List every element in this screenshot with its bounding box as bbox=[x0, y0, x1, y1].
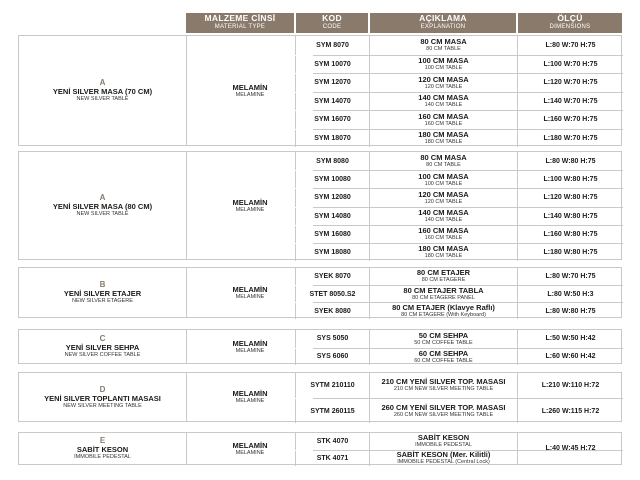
material-name: MELAMİN bbox=[232, 82, 268, 92]
product-title: YENİ SILVER MASA (70 CM) bbox=[52, 87, 153, 96]
product-group bbox=[18, 151, 622, 260]
product-explanation bbox=[369, 189, 517, 206]
product-subtitle: IMMOBILE PEDESTAL bbox=[74, 454, 131, 460]
explanation-tr: 80 CM ETAJER TABLA bbox=[403, 285, 484, 295]
explanation-tr: 60 CM SEHPA bbox=[418, 348, 469, 358]
explanation-tr: 140 CM MASA bbox=[418, 207, 469, 217]
product-dimensions: L:260 W:115 H:72 bbox=[517, 399, 623, 423]
product-dimensions: L:140 W:70 H:75 bbox=[517, 93, 623, 111]
product-name-cell bbox=[19, 268, 186, 317]
explanation-en: 180 CM TABLE bbox=[424, 253, 463, 260]
header-dimensions bbox=[518, 13, 622, 33]
product-dimensions: L:100 W:70 H:75 bbox=[517, 56, 623, 74]
header-code-en: CODE bbox=[322, 24, 342, 30]
explanation-tr: 120 CM MASA bbox=[418, 189, 469, 199]
explanation-tr: 160 CM MASA bbox=[418, 111, 469, 121]
product-dimensions: L:180 W:70 H:75 bbox=[517, 130, 623, 148]
product-explanation bbox=[369, 93, 517, 111]
material-cell bbox=[186, 433, 313, 464]
product-code: SYM 12070 bbox=[295, 74, 369, 92]
product-group bbox=[18, 372, 622, 422]
table-row bbox=[310, 373, 623, 398]
explanation-en: 180 CM TABLE bbox=[424, 139, 463, 145]
product-code: SYM 12080 bbox=[295, 189, 369, 206]
table-row bbox=[310, 398, 623, 423]
product-title: YENİ SILVER SEHPA bbox=[65, 343, 140, 352]
product-group bbox=[18, 267, 622, 318]
product-explanation bbox=[369, 226, 517, 243]
explanation-tr: 210 CM YENİ SILVER TOP. MASASI bbox=[381, 377, 506, 387]
product-code: SYM 16080 bbox=[295, 226, 369, 243]
product-explanation bbox=[369, 286, 517, 302]
product-subtitle: NEW SILVER ETAGERE bbox=[72, 298, 133, 304]
product-dimensions: L:50 W:50 H:42 bbox=[517, 330, 623, 348]
table-row bbox=[313, 348, 623, 366]
header-code bbox=[296, 13, 368, 33]
product-explanation bbox=[369, 303, 517, 319]
product-code: STK 4071 bbox=[295, 451, 369, 467]
product-explanation bbox=[369, 433, 517, 450]
product-code: SYM 14070 bbox=[295, 93, 369, 111]
product-explanation bbox=[369, 152, 517, 170]
explanation-tr: 80 CM MASA bbox=[420, 37, 467, 46]
product-code: SYTM 260115 bbox=[295, 399, 369, 423]
explanation-en: 80 CM ETAGERE (With Keyboard) bbox=[401, 311, 486, 318]
product-name-cell bbox=[19, 330, 186, 363]
explanation-tr: SABİT KESON bbox=[417, 433, 470, 442]
table-row bbox=[313, 92, 623, 111]
table-row bbox=[313, 55, 623, 74]
header-dimensions-tr: ÖLÇÜ bbox=[557, 13, 583, 23]
explanation-tr: 80 CM ETAJER bbox=[416, 268, 471, 278]
product-group bbox=[18, 35, 622, 146]
product-explanation bbox=[369, 36, 517, 55]
product-explanation bbox=[369, 349, 517, 366]
material-name: MELAMİN bbox=[232, 338, 268, 348]
header-explanation-tr: AÇIKLAMA bbox=[419, 13, 467, 23]
product-code: STK 4070 bbox=[295, 433, 369, 450]
material-name: MELAMİN bbox=[232, 284, 268, 294]
material-cell bbox=[186, 36, 313, 145]
explanation-en: 120 CM TABLE bbox=[424, 198, 463, 205]
product-dimensions: L:120 W:70 H:75 bbox=[517, 74, 623, 92]
material-name: MELAMİN bbox=[232, 440, 268, 450]
explanation-en: 60 CM COFFEE TABLE bbox=[414, 357, 473, 364]
explanation-en: 100 CM TABLE bbox=[424, 180, 463, 187]
explanation-tr: 260 CM YENİ SILVER TOP. MASASI bbox=[381, 402, 506, 412]
explanation-tr: 120 CM MASA bbox=[418, 74, 469, 84]
product-title: YENİ SILVER MASA (80 CM) bbox=[52, 202, 153, 212]
explanation-en: IMMOBILE PEDESTAL bbox=[415, 442, 472, 448]
product-explanation bbox=[369, 171, 517, 188]
explanation-en: 100 CM TABLE bbox=[424, 65, 463, 71]
explanation-tr: 180 CM MASA bbox=[418, 130, 469, 139]
product-explanation bbox=[369, 373, 517, 398]
explanation-en: 260 CM NEW SILVER MEETING TABLE bbox=[393, 411, 494, 418]
header-material-tr: MALZEME CİNSİ bbox=[204, 13, 276, 23]
explanation-tr: 140 CM MASA bbox=[418, 93, 469, 102]
explanation-tr: SABİT KESON (Mer. Kilitli) bbox=[396, 450, 491, 459]
table-row bbox=[313, 207, 623, 225]
product-title: YENİ SILVER ETAJER bbox=[63, 289, 142, 298]
table-row bbox=[313, 170, 623, 188]
table-row bbox=[313, 268, 623, 285]
product-code: SYM 14080 bbox=[295, 208, 369, 225]
product-code: SYM 8070 bbox=[295, 36, 369, 55]
product-letter: A bbox=[99, 193, 106, 203]
product-dimensions: L:120 W:80 H:75 bbox=[517, 189, 623, 206]
product-explanation bbox=[369, 208, 517, 225]
product-dimensions: L:80 W:80 H:75 bbox=[517, 303, 623, 319]
material-name-en: MELAMINE bbox=[235, 398, 265, 404]
product-code: SYM 10080 bbox=[295, 171, 369, 188]
explanation-en: IMMOBILE PEDESTAL (Central Lock) bbox=[397, 459, 490, 465]
product-dimensions: L:80 W:70 H:75 bbox=[517, 268, 623, 285]
header-dimensions-en: DIMENSIONS bbox=[549, 24, 591, 30]
header-code-tr: KOD bbox=[322, 13, 342, 23]
material-name-en: MELAMINE bbox=[235, 206, 265, 213]
product-name-cell bbox=[19, 433, 186, 464]
product-subtitle: NEW SILVER TABLE bbox=[76, 211, 129, 218]
product-title: SABİT KESON bbox=[76, 445, 129, 454]
product-group bbox=[18, 329, 622, 364]
product-code: SYM 10070 bbox=[295, 56, 369, 74]
product-code: SYM 8080 bbox=[295, 152, 369, 170]
material-cell bbox=[186, 330, 313, 363]
product-explanation bbox=[369, 56, 517, 74]
product-dimensions: L:210 W:110 H:72 bbox=[517, 373, 623, 398]
explanation-tr: 180 CM MASA bbox=[418, 244, 469, 254]
table-row bbox=[313, 73, 623, 92]
product-dimensions: L:60 W:60 H:42 bbox=[517, 349, 623, 366]
explanation-tr: 100 CM MASA bbox=[418, 171, 469, 181]
table-row bbox=[313, 330, 623, 348]
header-material bbox=[186, 13, 294, 33]
table-row bbox=[313, 243, 623, 261]
explanation-tr: 160 CM MASA bbox=[418, 226, 469, 236]
explanation-en: 140 CM TABLE bbox=[424, 102, 463, 108]
product-dimensions: L:180 W:80 H:75 bbox=[517, 244, 623, 261]
product-dimensions: L:40 W:45 H:72 bbox=[517, 433, 623, 464]
explanation-en: 80 CM ETAGERE PANEL bbox=[412, 294, 475, 301]
product-letter: D bbox=[99, 384, 106, 394]
product-dimensions: L:80 W:80 H:75 bbox=[517, 152, 623, 170]
product-explanation bbox=[369, 130, 517, 148]
product-code: SYM 16070 bbox=[295, 111, 369, 129]
explanation-en: 120 CM TABLE bbox=[424, 83, 463, 90]
product-letter: B bbox=[99, 280, 106, 289]
product-group bbox=[18, 432, 622, 465]
product-subtitle: NEW SILVER COFFEE TABLE bbox=[64, 352, 141, 358]
product-code: SYM 18080 bbox=[295, 244, 369, 261]
explanation-en: 80 CM ETAGERE bbox=[421, 277, 466, 284]
product-dimensions: L:80 W:50 H:3 bbox=[517, 286, 623, 302]
table-row bbox=[309, 285, 623, 302]
product-code: STET 8050.S2 bbox=[295, 286, 369, 302]
product-code: SYS 6060 bbox=[295, 349, 369, 366]
product-explanation bbox=[369, 330, 517, 348]
product-name-cell bbox=[19, 373, 186, 421]
explanation-en: 160 CM TABLE bbox=[424, 235, 463, 242]
material-name: MELAMİN bbox=[232, 197, 268, 207]
explanation-en: 140 CM TABLE bbox=[424, 216, 463, 223]
table-row bbox=[313, 36, 623, 55]
material-name-en: MELAMINE bbox=[235, 347, 265, 354]
product-letter: C bbox=[99, 334, 106, 343]
table-row bbox=[313, 225, 623, 243]
product-name-cell bbox=[19, 152, 186, 259]
header-material-en: MATERIAL TYPE bbox=[214, 24, 266, 30]
explanation-en: 80 CM TABLE bbox=[426, 46, 461, 52]
material-cell bbox=[186, 268, 313, 317]
explanation-tr: 50 CM SEHPA bbox=[418, 330, 469, 340]
product-name-cell bbox=[19, 36, 186, 145]
product-code: SYTM 210110 bbox=[295, 373, 369, 398]
explanation-tr: 80 CM ETAJER (Klavye Raflı) bbox=[392, 302, 495, 312]
material-name: MELAMİN bbox=[232, 389, 268, 398]
table-row bbox=[313, 129, 623, 148]
explanation-en: 210 CM NEW SILVER MEETING TABLE bbox=[393, 386, 494, 393]
material-cell bbox=[186, 373, 313, 421]
header-explanation bbox=[370, 13, 516, 33]
table-row bbox=[313, 188, 623, 206]
product-title: YENİ SILVER TOPLANTI MASASI bbox=[44, 393, 161, 403]
product-explanation bbox=[369, 399, 517, 423]
product-explanation bbox=[369, 244, 517, 261]
explanation-en: 160 CM TABLE bbox=[424, 120, 463, 127]
product-letter: E bbox=[99, 436, 106, 445]
product-dimensions: L:160 W:70 H:75 bbox=[517, 111, 623, 129]
product-subtitle: NEW SILVER MEETING TABLE bbox=[63, 402, 142, 409]
explanation-tr: 100 CM MASA bbox=[418, 56, 469, 65]
product-explanation bbox=[369, 74, 517, 92]
material-name-en: MELAMINE bbox=[235, 293, 265, 300]
material-name-en: MELAMINE bbox=[235, 91, 265, 98]
header-explanation-en: EXPLANATION bbox=[420, 24, 466, 30]
table-row bbox=[313, 302, 623, 319]
product-dimensions: L:80 W:70 H:75 bbox=[517, 36, 623, 55]
material-name-en: MELAMINE bbox=[235, 449, 265, 456]
product-explanation bbox=[369, 451, 517, 467]
product-code: SYEK 8070 bbox=[295, 268, 369, 285]
table-row bbox=[313, 152, 623, 170]
product-code: SYS 5050 bbox=[295, 330, 369, 348]
product-explanation bbox=[369, 268, 517, 285]
material-cell bbox=[186, 152, 313, 259]
product-dimensions: L:100 W:80 H:75 bbox=[517, 171, 623, 188]
product-letter: A bbox=[99, 78, 106, 87]
product-dimensions: L:140 W:80 H:75 bbox=[517, 208, 623, 225]
explanation-en: 80 CM TABLE bbox=[426, 161, 461, 168]
product-explanation bbox=[369, 111, 517, 129]
table-row bbox=[313, 110, 623, 129]
product-code: SYEK 8080 bbox=[295, 303, 369, 319]
explanation-tr: 80 CM MASA bbox=[420, 152, 467, 162]
product-dimensions: L:160 W:80 H:75 bbox=[517, 226, 623, 243]
explanation-en: 50 CM COFFEE TABLE bbox=[414, 339, 473, 346]
product-code: SYM 18070 bbox=[295, 130, 369, 148]
product-subtitle: NEW SILVER TABLE bbox=[76, 96, 129, 102]
